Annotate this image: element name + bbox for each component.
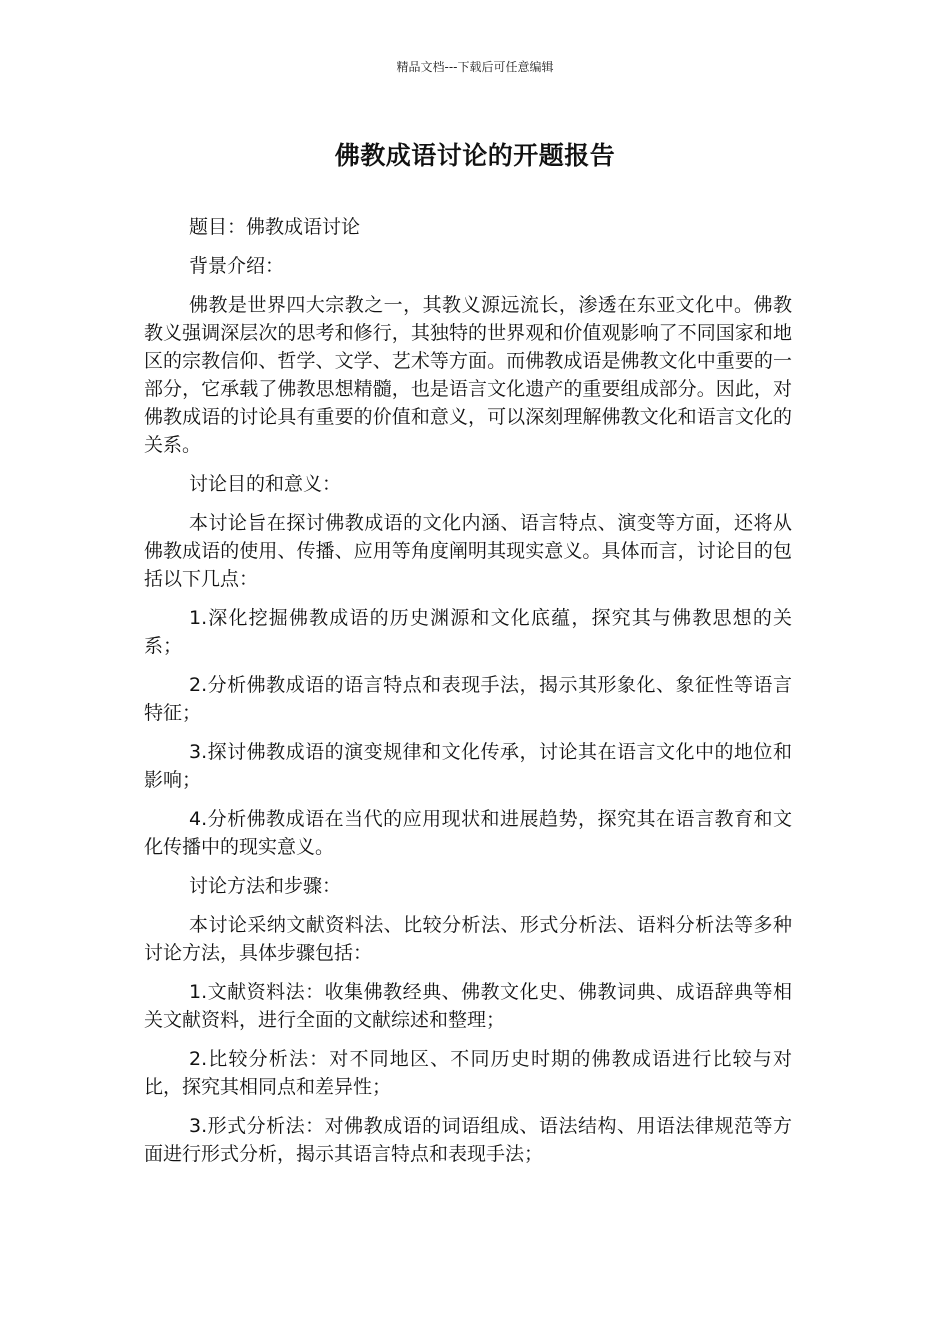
list-item-purpose-2: 2.分析佛教成语的语言特点和表现手法，揭示其形象化、象征性等语言特征； bbox=[144, 674, 792, 724]
section-heading-methods: 讨论方法和步骤： bbox=[189, 875, 342, 897]
document-body bbox=[144, 213, 792, 1179]
paragraph-purpose-intro: 本讨论旨在探讨佛教成语的文化内涵、语言特点、演变等方面，还将从佛教成语的使用、传播、应用等角度阐明其现实意义。具体而言，讨论目的包括以下几点： bbox=[144, 512, 792, 590]
paragraph-methods-intro: 本讨论采纳文献资料法、比较分析法、形式分析法、语料分析法等多种讨论方法，具体步骤包括： bbox=[144, 914, 792, 964]
section-heading-background: 背景介绍： bbox=[189, 255, 285, 277]
list-item-method-1: 1.文献资料法：收集佛教经典、佛教文化史、佛教词典、成语辞典等相关文献资料，进行全面的文献综述和整理； bbox=[144, 981, 792, 1031]
page-header-watermark: 精品文档---下载后可任意编辑 bbox=[396, 60, 554, 74]
document-title: 佛教成语讨论的开题报告 bbox=[334, 141, 616, 170]
section-heading-purpose: 讨论目的和意义： bbox=[189, 473, 342, 495]
paragraph-background: 佛教是世界四大宗教之一，其教义源远流长，渗透在东亚文化中。佛教教义强调深层次的思考和修行，其独特的世界观和价值观影响了不同国家和地区的宗教信仰、哲学、文学、艺术等方面。而佛教成语是佛教文化中重要的一部分，它承载了佛教思想精髓，也是语言文化遗产的重要组成部分。因此，对佛教成语的讨论具有重要的价值和意义，可以深刻理解佛教文化和语言文化的关系。 bbox=[144, 294, 792, 456]
list-item-method-3: 3.形式分析法：对佛教成语的词语组成、语法结构、用语法律规范等方面进行形式分析，揭示其语言特点和表现手法； bbox=[144, 1115, 792, 1165]
paragraph-topic: 题目：佛教成语讨论 bbox=[189, 216, 361, 238]
list-item-purpose-4: 4.分析佛教成语在当代的应用现状和进展趋势，探究其在语言教育和文化传播中的现实意义。 bbox=[144, 808, 792, 858]
list-item-purpose-3: 3.探讨佛教成语的演变规律和文化传承，讨论其在语言文化中的地位和影响； bbox=[144, 741, 792, 791]
list-item-purpose-1: 1.深化挖掘佛教成语的历史渊源和文化底蕴，探究其与佛教思想的关系； bbox=[144, 607, 792, 657]
list-item-method-2: 2.比较分析法：对不同地区、不同历史时期的佛教成语进行比较与对比，探究其相同点和差异性； bbox=[144, 1048, 792, 1098]
